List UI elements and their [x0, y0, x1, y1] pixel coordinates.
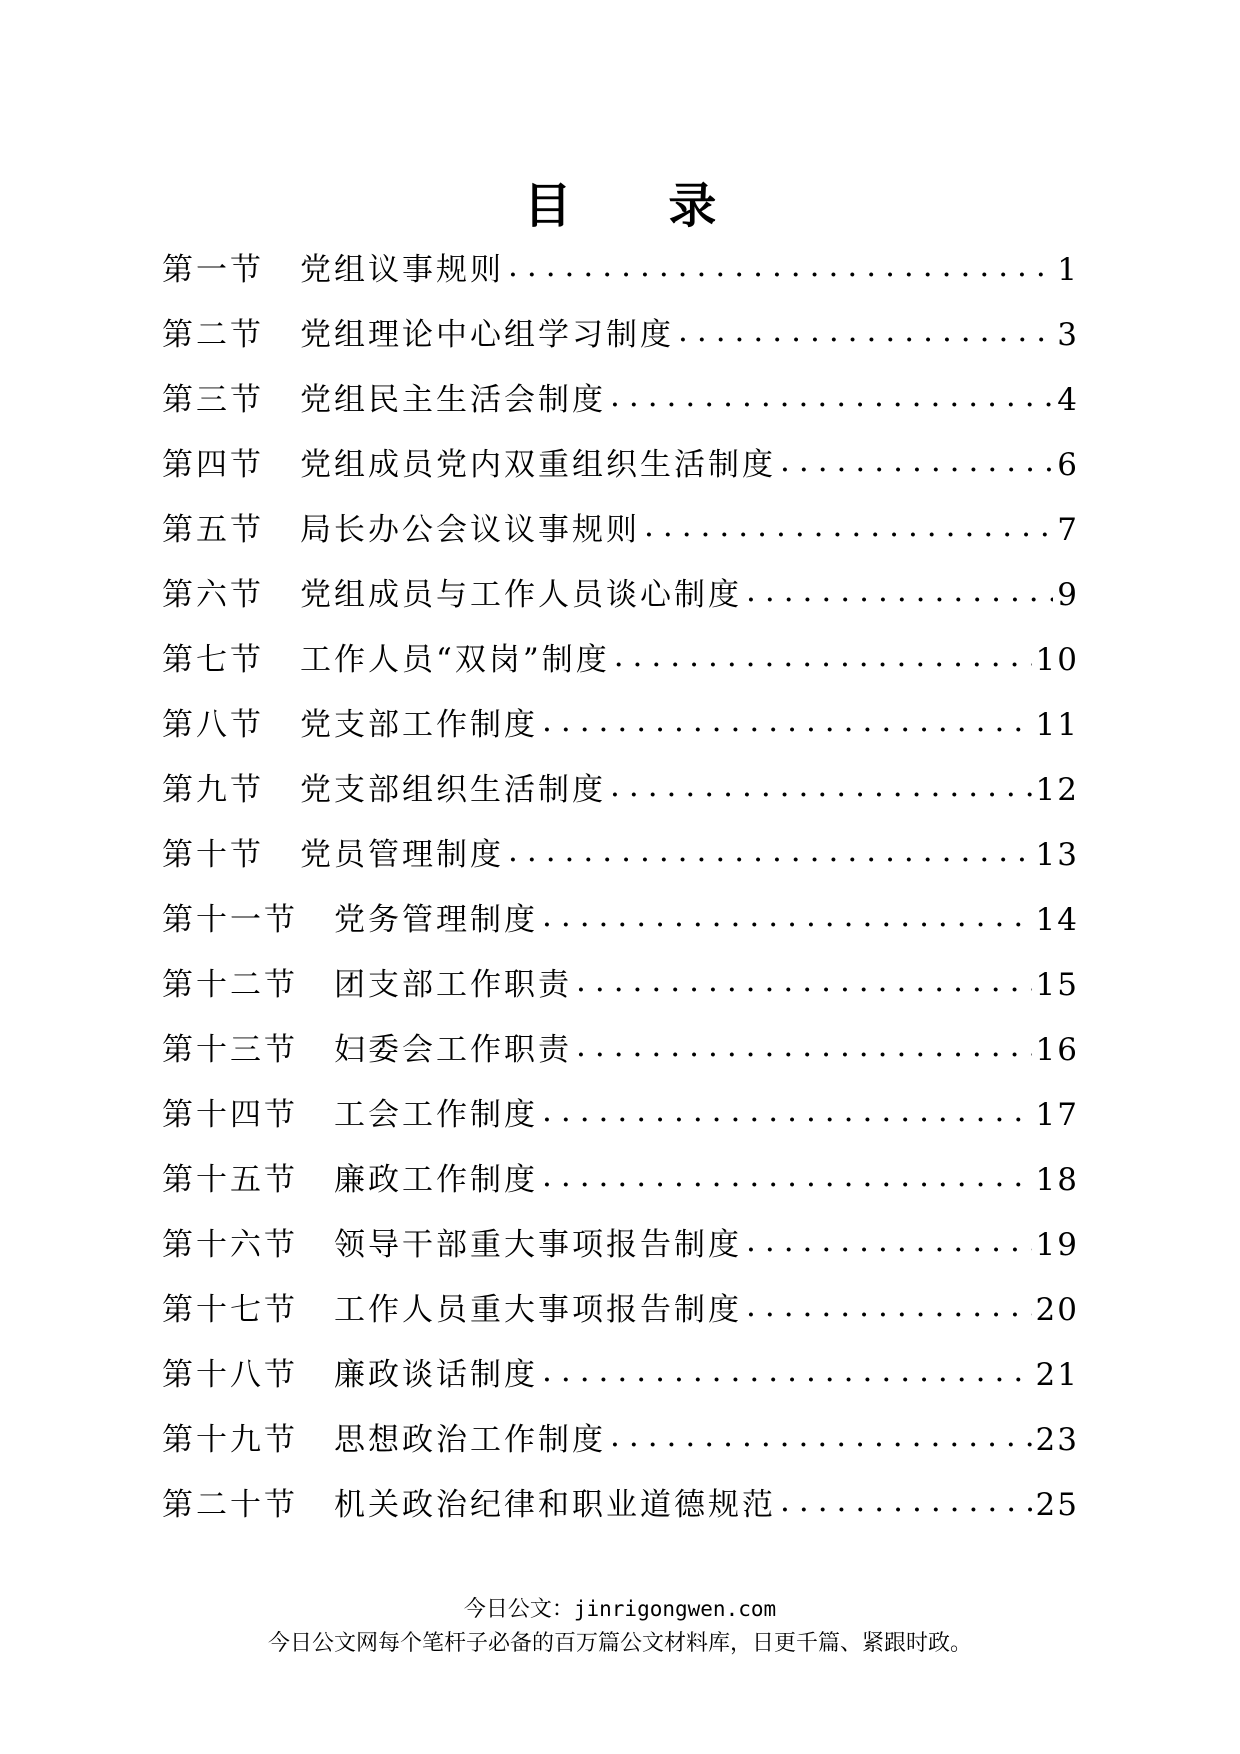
toc-entry[interactable] — [162, 1420, 1079, 1485]
toc-page-number: 14 — [1035, 902, 1079, 938]
toc-page-number: 16 — [1035, 1032, 1079, 1068]
toc-leader-dots — [576, 961, 1032, 1001]
toc-section-number: 第十四节 — [162, 1097, 298, 1133]
toc-section-title: 党组成员与工作人员谈心制度 — [300, 577, 742, 613]
toc-section-title: 党员管理制度 — [300, 837, 504, 873]
toc-section-title: 党组成员党内双重组织生活制度 — [300, 447, 776, 483]
toc-section-title: 妇委会工作职责 — [334, 1032, 572, 1068]
toc-section-title: 工作人员“双岗”制度 — [300, 642, 610, 678]
toc-entry[interactable] — [162, 1355, 1079, 1420]
toc-page-number: 9 — [1057, 577, 1079, 613]
toc-section-title: 廉政工作制度 — [334, 1162, 538, 1198]
toc-page-number: 23 — [1035, 1422, 1079, 1458]
toc-entry[interactable] — [162, 965, 1079, 1030]
toc-leader-dots — [508, 246, 1053, 286]
toc-entry[interactable] — [162, 1095, 1079, 1160]
toc-leader-dots — [542, 1156, 1032, 1196]
toc-section-number: 第九节 — [162, 772, 264, 808]
toc-section-number: 第十七节 — [162, 1292, 298, 1328]
toc-entry[interactable] — [162, 1290, 1079, 1355]
toc-section-number: 第十六节 — [162, 1227, 298, 1263]
toc-section-number: 第二节 — [162, 317, 264, 353]
toc-leader-dots — [614, 636, 1032, 676]
toc-leader-dots — [542, 1351, 1032, 1391]
toc-leader-dots — [576, 1026, 1032, 1066]
toc-section-title: 机关政治纪律和职业道德规范 — [334, 1487, 776, 1523]
toc-section-number: 第十一节 — [162, 902, 298, 938]
page-footer — [0, 1592, 1240, 1661]
toc-section-number: 第四节 — [162, 447, 264, 483]
toc-section-number: 第六节 — [162, 577, 264, 613]
toc-entry[interactable] — [162, 900, 1079, 965]
toc-page-number: 3 — [1057, 317, 1079, 353]
toc-entry[interactable] — [162, 380, 1079, 445]
toc-page-number: 21 — [1035, 1357, 1079, 1393]
toc-section-number: 第十节 — [162, 837, 264, 873]
toc-page-number: 17 — [1035, 1097, 1079, 1133]
toc-leader-dots — [542, 701, 1032, 741]
toc-section-title: 思想政治工作制度 — [334, 1422, 606, 1458]
toc-section-number: 第十三节 — [162, 1032, 298, 1068]
toc-leader-dots — [508, 831, 1032, 871]
toc-section-title: 团支部工作职责 — [334, 967, 572, 1003]
toc-section-title: 党务管理制度 — [334, 902, 538, 938]
toc-section-title: 党支部组织生活制度 — [300, 772, 606, 808]
toc-section-title: 工会工作制度 — [334, 1097, 538, 1133]
toc-page-number: 13 — [1035, 837, 1079, 873]
toc-section-number: 第二十节 — [162, 1487, 298, 1523]
toc-entry[interactable] — [162, 250, 1079, 315]
toc-page-number: 18 — [1035, 1162, 1079, 1198]
toc-page-number: 6 — [1057, 447, 1079, 483]
toc-section-title: 工作人员重大事项报告制度 — [334, 1292, 742, 1328]
toc-entry[interactable] — [162, 1225, 1079, 1290]
toc-page-number: 20 — [1035, 1292, 1079, 1328]
toc-page-number: 10 — [1035, 642, 1079, 678]
page-title: 目 录 — [523, 178, 757, 234]
toc-section-title: 党组民主生活会制度 — [300, 382, 606, 418]
toc-leader-dots — [542, 1091, 1032, 1131]
footer-source-label: 今日公文： — [463, 1597, 574, 1622]
toc-entry[interactable] — [162, 1485, 1079, 1550]
toc-section-number: 第十九节 — [162, 1422, 298, 1458]
toc-leader-dots — [610, 1416, 1032, 1456]
toc-entry[interactable] — [162, 315, 1079, 380]
toc-leader-dots — [746, 1286, 1032, 1326]
toc-section-title: 局长办公会议议事规则 — [300, 512, 640, 548]
toc-leader-dots — [610, 766, 1032, 806]
toc-page-number: 7 — [1057, 512, 1079, 548]
toc-section-number: 第五节 — [162, 512, 264, 548]
toc-entry[interactable] — [162, 510, 1079, 575]
toc-section-number: 第三节 — [162, 382, 264, 418]
toc-entry[interactable] — [162, 575, 1079, 640]
table-of-contents — [162, 250, 1079, 1550]
toc-section-title: 党支部工作制度 — [300, 707, 538, 743]
toc-entry[interactable] — [162, 1030, 1079, 1095]
toc-section-number: 第十八节 — [162, 1357, 298, 1393]
toc-section-title: 党组议事规则 — [300, 252, 504, 288]
toc-leader-dots — [678, 311, 1053, 351]
toc-page-number: 19 — [1035, 1227, 1079, 1263]
toc-page-number: 4 — [1057, 382, 1079, 418]
toc-page-number: 25 — [1035, 1487, 1079, 1523]
toc-section-title: 廉政谈话制度 — [334, 1357, 538, 1393]
toc-section-title: 领导干部重大事项报告制度 — [334, 1227, 742, 1263]
toc-leader-dots — [780, 1481, 1032, 1521]
footer-source-link[interactable]: jinrigongwen.com — [573, 1597, 777, 1621]
toc-page-number: 15 — [1035, 967, 1079, 1003]
footer-tagline: 今日公文网每个笔杆子必备的百万篇公文材料库，日更千篇、紧跟时政。 — [267, 1631, 972, 1656]
toc-section-number: 第十二节 — [162, 967, 298, 1003]
toc-entry[interactable] — [162, 445, 1079, 510]
toc-section-number: 第七节 — [162, 642, 264, 678]
toc-leader-dots — [542, 896, 1032, 936]
toc-leader-dots — [746, 1221, 1032, 1261]
toc-section-title: 党组理论中心组学习制度 — [300, 317, 674, 353]
toc-entry[interactable] — [162, 640, 1079, 705]
toc-entry[interactable] — [162, 770, 1079, 835]
toc-page-number: 12 — [1035, 772, 1079, 808]
toc-entry[interactable] — [162, 835, 1079, 900]
toc-section-number: 第十五节 — [162, 1162, 298, 1198]
toc-section-number: 第八节 — [162, 707, 264, 743]
footer-source-line — [0, 1592, 1240, 1627]
toc-leader-dots — [780, 441, 1053, 481]
toc-entry[interactable] — [162, 705, 1079, 770]
toc-leader-dots — [610, 376, 1053, 416]
toc-section-number: 第一节 — [162, 252, 264, 288]
toc-page-number: 1 — [1057, 252, 1079, 288]
toc-entry[interactable] — [162, 1160, 1079, 1225]
toc-leader-dots — [644, 506, 1053, 546]
toc-leader-dots — [746, 571, 1053, 611]
toc-page-number: 11 — [1035, 707, 1079, 743]
